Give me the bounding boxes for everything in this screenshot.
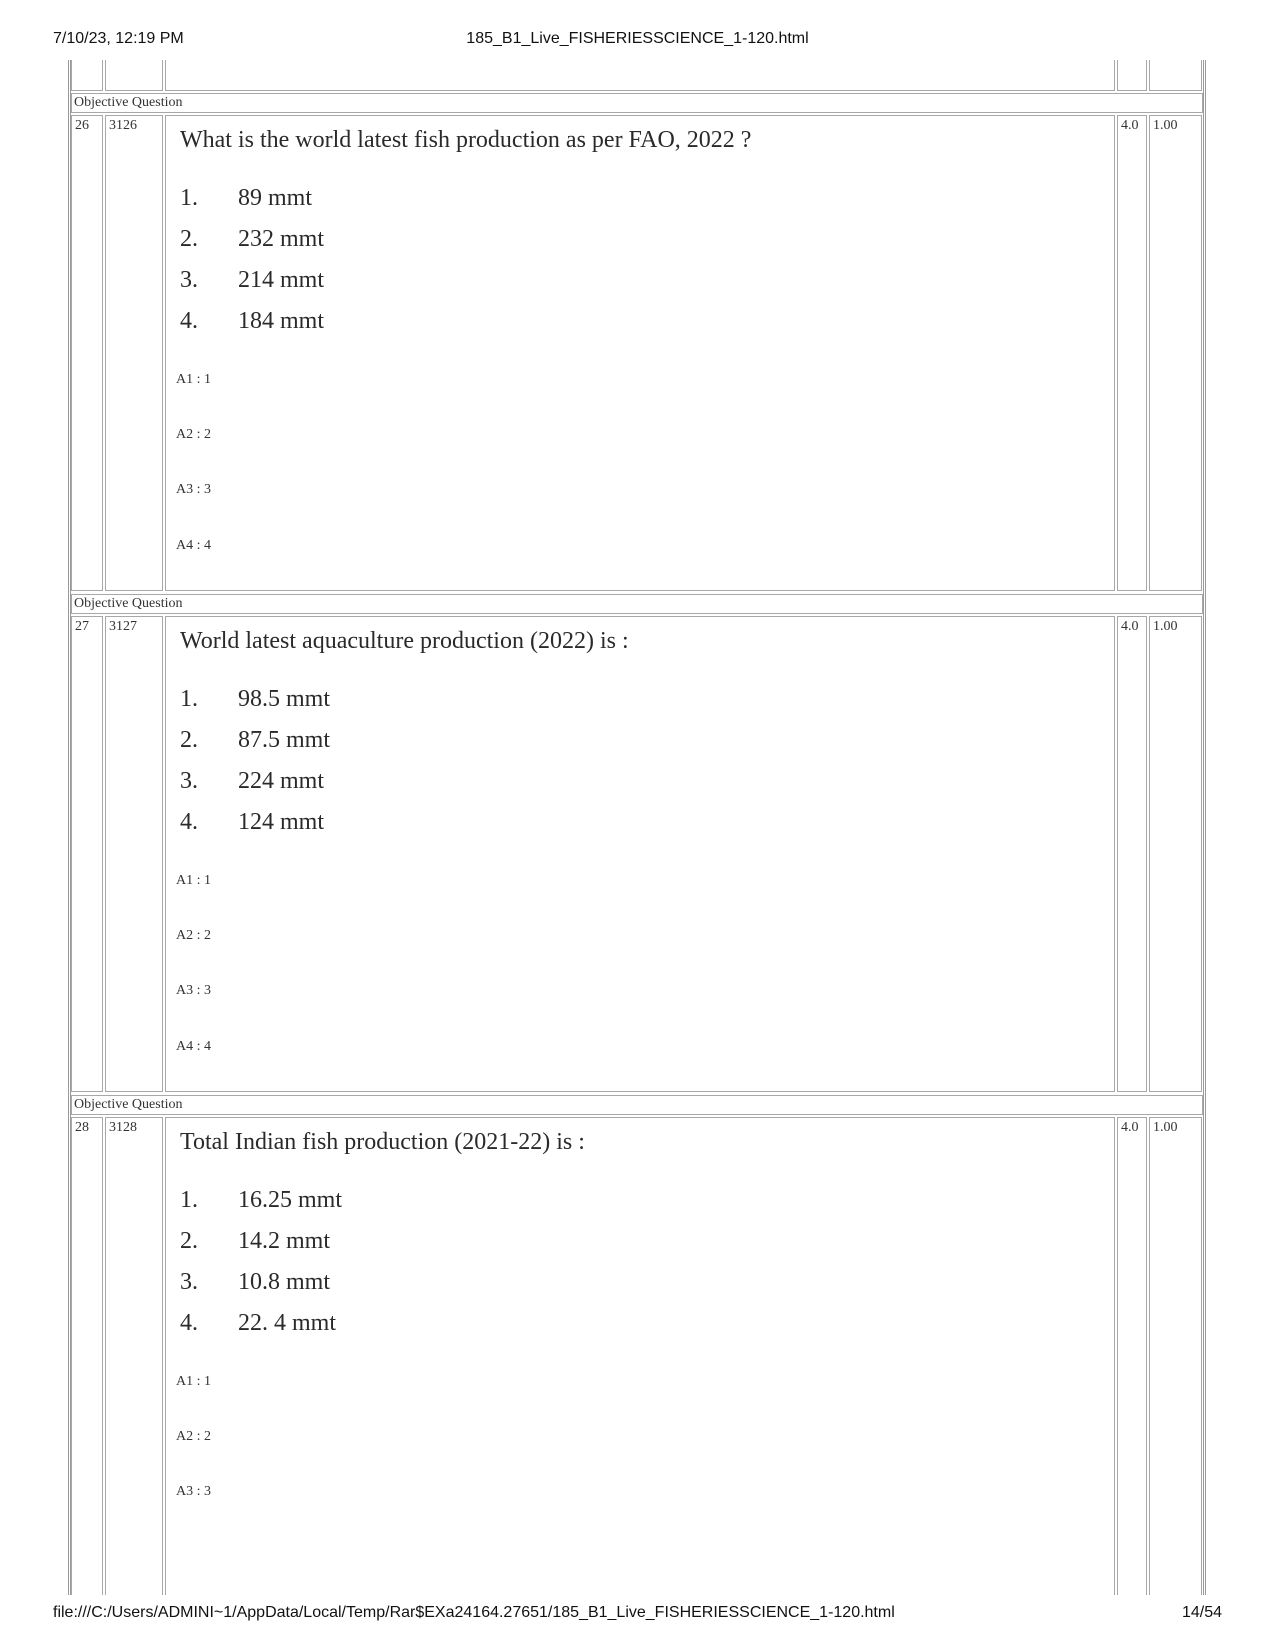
answer-key-2: A2 : 2 (176, 928, 211, 943)
print-header (0, 28, 1275, 50)
negative-marks-cell: 1.00 (1149, 1117, 1202, 1595)
option-text: 16.25 mmt (238, 1187, 343, 1213)
print-datetime: 7/10/23, 12:19 PM (53, 30, 184, 47)
serial-cell: 27 (71, 616, 103, 1092)
print-document-title: 185_B1_Live_FISHERIESSCIENCE_1-120.html (466, 30, 809, 47)
negative-marks-cell: 1.00 (1149, 115, 1202, 591)
answer-key-2: A2 : 2 (176, 1429, 211, 1444)
question-id-cell: 3126 (105, 115, 163, 591)
option-number: 1. (180, 686, 198, 712)
option-2 (180, 1227, 330, 1255)
prev-question-cell (165, 60, 1115, 91)
answer-key-4: A4 : 4 (176, 1039, 211, 1054)
option-3 (180, 767, 324, 795)
option-2 (180, 726, 330, 754)
serial-cell: 28 (71, 1117, 103, 1595)
page-indicator: 14/54 (1181, 1604, 1222, 1621)
question-content-cell (165, 115, 1115, 591)
section-label: Objective Question (71, 1095, 1203, 1115)
option-1 (180, 184, 312, 212)
table-border-left (68, 60, 69, 1595)
option-text: 10.8 mmt (238, 1269, 331, 1295)
option-number: 2. (180, 727, 198, 753)
question-id-cell: 3127 (105, 616, 163, 1092)
marks-cell: 4.0 (1117, 1117, 1147, 1595)
option-number: 1. (180, 1187, 198, 1213)
print-footer (0, 1604, 1275, 1626)
question-text: Total Indian fish production (2021-22) is : (180, 1129, 585, 1155)
option-number: 4. (180, 809, 198, 835)
option-text: 224 mmt (238, 768, 325, 794)
option-4 (180, 1309, 336, 1337)
question-text: World latest aquaculture production (2022) is : (180, 628, 629, 654)
option-1 (180, 685, 330, 713)
table-border-right (1205, 60, 1206, 1595)
prev-marks-cell (1117, 60, 1147, 91)
option-4 (180, 808, 324, 836)
option-number: 3. (180, 768, 198, 794)
question-table (68, 60, 1206, 1595)
option-number: 4. (180, 1310, 198, 1336)
answer-key-4: A4 : 4 (176, 538, 211, 553)
marks-cell: 4.0 (1117, 115, 1147, 591)
answer-key-1: A1 : 1 (176, 1374, 211, 1389)
section-label: Objective Question (71, 93, 1203, 113)
answer-key-3: A3 : 3 (176, 983, 211, 998)
negative-marks-cell: 1.00 (1149, 616, 1202, 1092)
marks-cell: 4.0 (1117, 616, 1147, 1092)
option-text: 124 mmt (238, 809, 325, 835)
option-text: 87.5 mmt (238, 727, 331, 753)
question-text: What is the world latest fish production as per FAO, 2022 ? (180, 127, 752, 153)
option-3 (180, 266, 324, 294)
question-content-cell (165, 616, 1115, 1092)
option-1 (180, 1186, 342, 1214)
option-text: 14.2 mmt (238, 1228, 331, 1254)
prev-negative-cell (1149, 60, 1202, 91)
option-number: 2. (180, 1228, 198, 1254)
option-number: 4. (180, 308, 198, 334)
prev-qid-cell (105, 60, 163, 91)
question-id-cell: 3128 (105, 1117, 163, 1595)
prev-serial-cell (71, 60, 103, 91)
option-number: 3. (180, 1269, 198, 1295)
answer-key-2: A2 : 2 (176, 427, 211, 442)
option-text: 184 mmt (238, 308, 325, 334)
option-number: 1. (180, 185, 198, 211)
print-file-url: file:///C:/Users/ADMINI~1/AppData/Local/Temp/Rar$EXa24164.27651/185_B1_Live_FISHERIESSCIENCE_1-120.html (53, 1604, 895, 1621)
option-text: 232 mmt (238, 226, 325, 252)
option-text: 89 mmt (238, 185, 313, 211)
option-number: 2. (180, 226, 198, 252)
option-number: 3. (180, 267, 198, 293)
answer-key-3: A3 : 3 (176, 482, 211, 497)
option-text: 214 mmt (238, 267, 325, 293)
answer-key-3: A3 : 3 (176, 1484, 211, 1499)
answer-key-1: A1 : 1 (176, 873, 211, 888)
option-4 (180, 307, 324, 335)
option-text: 22. 4 mmt (238, 1310, 337, 1336)
option-text: 98.5 mmt (238, 686, 331, 712)
serial-cell: 26 (71, 115, 103, 591)
option-3 (180, 1268, 330, 1296)
table-border-right-inner (1203, 60, 1204, 1595)
section-label: Objective Question (71, 594, 1203, 614)
answer-key-1: A1 : 1 (176, 372, 211, 387)
option-2 (180, 225, 324, 253)
question-content-cell (165, 1117, 1115, 1595)
